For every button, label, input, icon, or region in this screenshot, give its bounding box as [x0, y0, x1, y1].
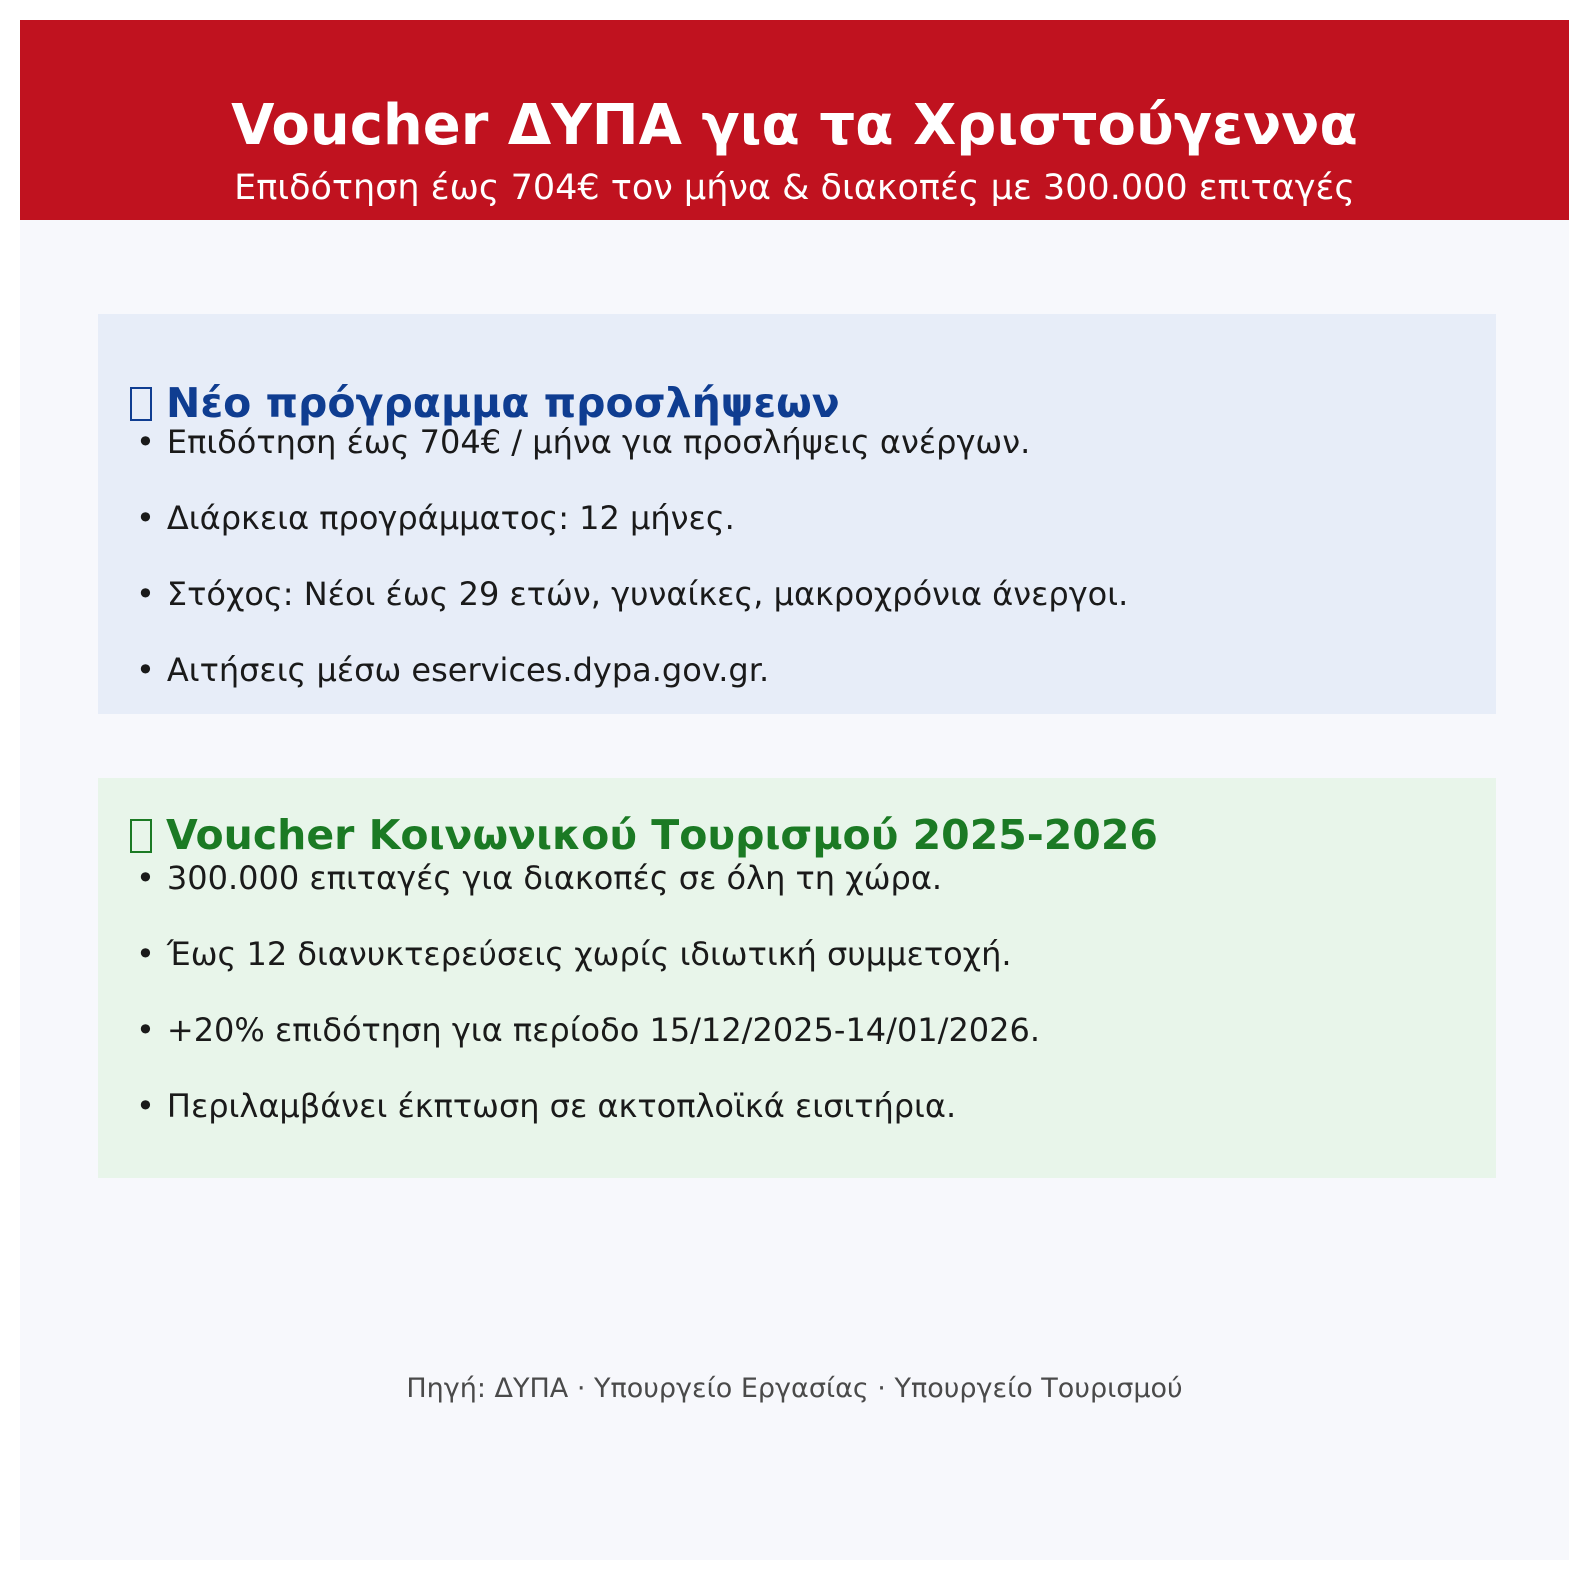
- page-subtitle: Επιδότηση έως 704€ τον μήνα & διακοπές με 300.000 επιταγές: [234, 168, 1355, 208]
- list-item: [136, 650, 1128, 690]
- section-hiring-program: [98, 314, 1496, 714]
- bullet-icon: •: [136, 499, 155, 537]
- header-banner: [20, 20, 1569, 220]
- page-title: Voucher ΔΥΠΑ για τα Χριστούγεννα: [231, 93, 1358, 158]
- list-item-text: Αιτήσεις μέσω eservices.dypa.gov.gr.: [166, 651, 770, 689]
- list-item: [136, 422, 1128, 462]
- bullet-icon: •: [136, 423, 155, 461]
- bullet-list: [136, 858, 1040, 1162]
- list-item-text: Έως 12 διανυκτερεύσεις χωρίς ιδιωτική συμμετοχή.: [166, 935, 1012, 973]
- section-heading: [130, 810, 1158, 860]
- section-heading: [130, 378, 840, 428]
- list-item-text: +20% επιδότηση για περίοδο 15/12/2025-14/01/2026.: [166, 1011, 1041, 1049]
- list-item-text: Περιλαμβάνει έκπτωση σε ακτοπλοϊκά εισιτήρια.: [166, 1087, 957, 1125]
- section-heading-text: Νέο πρόγραμμα προσλήψεων: [166, 379, 840, 427]
- list-item-text: 300.000 επιταγές για διακοπές σε όλη τη χώρα.: [166, 859, 943, 897]
- list-item: [136, 1086, 1040, 1126]
- bullet-icon: •: [136, 1011, 155, 1049]
- list-item-text: Διάρκεια προγράμματος: 12 μήνες.: [166, 499, 735, 537]
- bullet-icon: •: [136, 651, 155, 689]
- list-item: [136, 858, 1040, 898]
- bullet-icon: •: [136, 575, 155, 613]
- list-item: [136, 934, 1040, 974]
- bullet-icon: •: [136, 859, 155, 897]
- section-social-tourism-voucher: [98, 778, 1496, 1178]
- bullet-icon: •: [136, 935, 155, 973]
- list-item-text: Επιδότηση έως 704€ / μήνα για προσλήψεις ανέργων.: [166, 423, 1031, 461]
- list-item-text: Στόχος: Νέοι έως 29 ετών, γυναίκες, μακροχρόνια άνεργοι.: [166, 575, 1129, 613]
- list-item: [136, 1010, 1040, 1050]
- bullet-icon: •: [136, 1087, 155, 1125]
- bullet-list: [136, 422, 1128, 726]
- list-item: [136, 498, 1128, 538]
- infographic-card: [20, 20, 1569, 1560]
- source-footer: Πηγή: ΔΥΠΑ · Υπουργείο Εργασίας · Υπουργείο Τουρισμού: [406, 1373, 1183, 1404]
- missing-glyph-icon: [130, 819, 152, 853]
- missing-glyph-icon: [130, 387, 152, 421]
- section-heading-text: Voucher Κοινωνικού Τουρισμού 2025-2026: [166, 811, 1158, 859]
- list-item: [136, 574, 1128, 614]
